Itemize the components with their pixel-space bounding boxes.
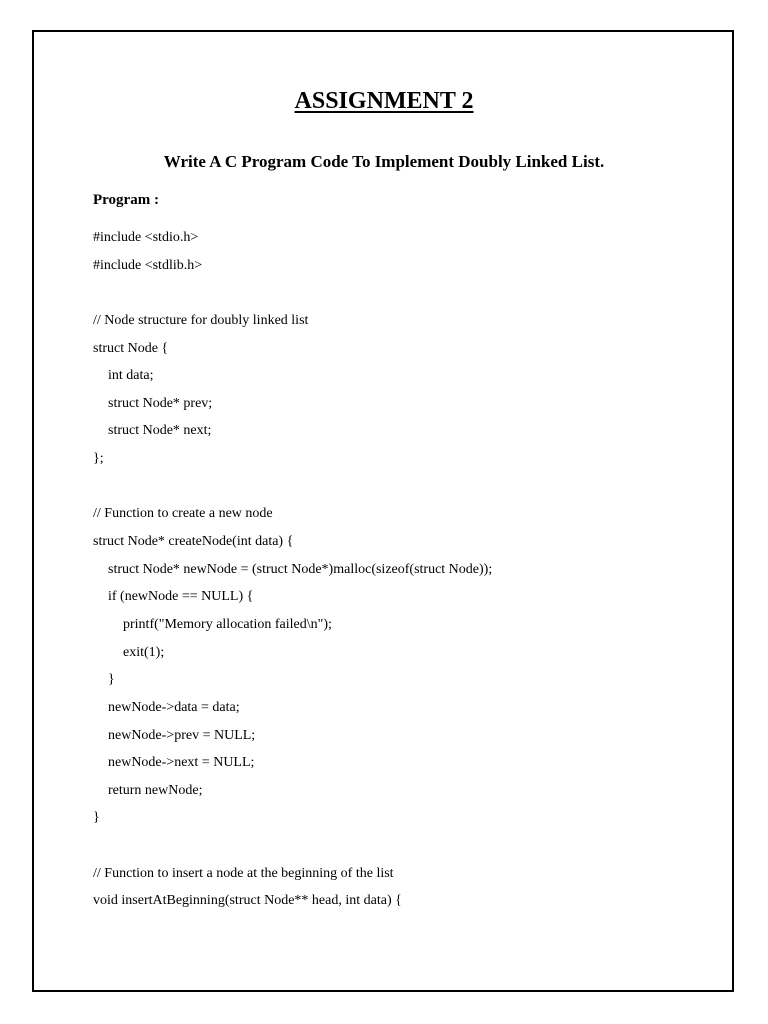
code-line <box>93 832 713 860</box>
code-line: newNode->data = data; <box>108 699 240 715</box>
code-line: void insertAtBeginning(struct Node** head, int data) { <box>93 893 402 909</box>
code-line: int data; <box>108 368 154 384</box>
code-block <box>93 224 713 915</box>
code-line: struct Node* next; <box>108 423 212 439</box>
code-line: return newNode; <box>108 782 203 798</box>
code-line: struct Node* createNode(int data) { <box>93 534 294 550</box>
code-line: printf("Memory allocation failed\n"); <box>123 616 332 632</box>
code-line: struct Node* newNode = (struct Node*)malloc(sizeof(struct Node)); <box>108 561 493 577</box>
code-line: #include <stdio.h> <box>93 230 199 245</box>
code-line <box>93 279 713 307</box>
code-line: #include <stdlib.h> <box>93 257 203 273</box>
code-line: exit(1); <box>123 644 165 660</box>
code-line: if (newNode == NULL) { <box>108 589 254 605</box>
code-line: newNode->prev = NULL; <box>108 727 256 743</box>
code-line: } <box>108 672 115 688</box>
code-line: newNode->next = NULL; <box>108 755 255 771</box>
document-title-text: ASSIGNMENT 2 <box>294 88 474 114</box>
code-line: // Function to insert a node at the beginning of the list <box>93 865 394 881</box>
code-line: // Function to create a new node <box>93 506 273 522</box>
program-label: Program : <box>93 192 159 208</box>
code-line: // Node structure for doubly linked list <box>93 312 309 328</box>
code-line: } <box>93 810 100 826</box>
code-line: struct Node* prev; <box>108 395 213 411</box>
code-line: }; <box>93 451 104 467</box>
code-line <box>93 473 713 501</box>
document-title <box>0 86 768 116</box>
code-line: struct Node { <box>93 340 169 356</box>
assignment-question: Write A C Program Code To Implement Doubly Linked List. <box>163 152 605 171</box>
